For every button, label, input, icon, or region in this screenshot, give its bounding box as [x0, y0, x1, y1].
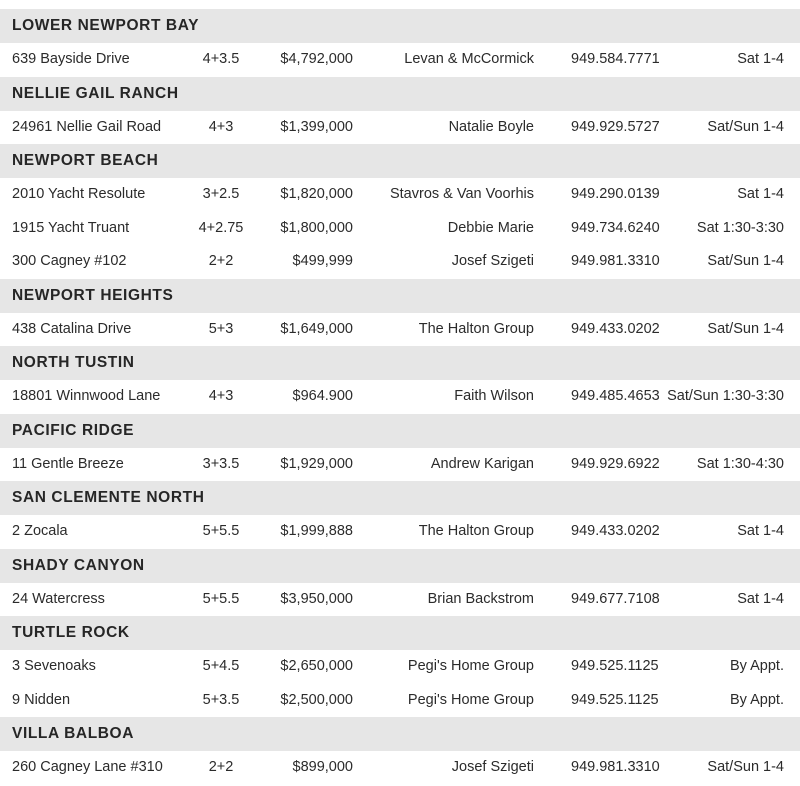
listing-bed-bath: 4+3	[208, 118, 234, 135]
listing-address: 11 Gentle Breeze	[12, 455, 124, 472]
listing-hours: By Appt.	[729, 658, 784, 674]
listing-row	[0, 684, 800, 718]
listing-bed-bath: 3+2.5	[202, 186, 240, 202]
listing-price: $2,650,000	[280, 658, 353, 674]
listing-phone: 949.433.0202	[571, 320, 660, 337]
listing-phone: 949.584.7771	[571, 51, 660, 67]
listing-phone: 949.485.4653	[571, 388, 660, 404]
listing-bed-bath: 5+3.5	[202, 691, 240, 708]
area-heading: SHADY CANYON	[0, 549, 800, 583]
listing-price: $1,649,000	[280, 320, 353, 337]
listing-row	[0, 111, 800, 145]
area-heading: PACIFIC RIDGE	[0, 414, 800, 448]
listing-address: 1915 Yacht Truant	[12, 219, 130, 236]
listing-agent: Josef Szigeti	[451, 253, 534, 269]
area-heading: NEWPORT HEIGHTS	[0, 279, 800, 313]
area-heading: NORTH TUSTIN	[0, 346, 800, 380]
listing-hours: Sat/Sun 1-4	[707, 253, 784, 269]
listing-hours: Sat 1:30-3:30	[696, 219, 784, 236]
listing-agent: Pegi's Home Group	[407, 658, 534, 674]
listing-row	[0, 178, 800, 212]
listing-agent: Natalie Boyle	[448, 118, 534, 135]
listing-price: $499,999	[292, 253, 353, 269]
listing-agent: Josef Szigeti	[451, 759, 534, 775]
listing-agent: Faith Wilson	[454, 388, 534, 404]
listing-bed-bath: 5+3	[208, 320, 234, 337]
listing-address: 9 Nidden	[12, 691, 71, 708]
listing-price: $1,929,000	[280, 455, 353, 472]
listing-row	[0, 515, 800, 549]
area-heading: SAN CLEMENTE NORTH	[0, 481, 800, 515]
listing-agent: Pegi's Home Group	[407, 691, 534, 708]
area-heading: VILLA BALBOA	[0, 717, 800, 751]
listing-phone: 949.929.6922	[571, 455, 660, 472]
listing-agent: Debbie Marie	[447, 219, 534, 236]
listing-hours: Sat/Sun 1:30-3:30	[667, 388, 784, 404]
listing-hours: By Appt.	[729, 691, 784, 708]
listing-phone: 949.981.3310	[571, 759, 660, 775]
listing-hours: Sat 1-4	[737, 186, 784, 202]
listing-phone: 949.981.3310	[571, 253, 660, 269]
listing-price: $964.900	[292, 388, 353, 404]
listing-phone: 949.525.1125	[571, 658, 659, 674]
listing-bed-bath: 5+4.5	[202, 658, 240, 674]
listing-address: 2 Zocala	[12, 523, 68, 539]
listing-row	[0, 212, 800, 246]
listing-row	[0, 313, 800, 347]
listing-bed-bath: 4+3.5	[202, 51, 240, 67]
listing-row	[0, 245, 800, 279]
listing-price: $1,999,888	[280, 523, 353, 539]
listing-address: 24 Watercress	[12, 590, 105, 607]
listing-address: 18801 Winnwood Lane	[12, 388, 161, 404]
listing-hours: Sat/Sun 1-4	[707, 759, 784, 775]
listing-bed-bath: 3+3.5	[202, 455, 240, 472]
listing-price: $1,399,000	[280, 118, 353, 135]
listing-bed-bath: 5+5.5	[202, 523, 240, 539]
listing-address: 3 Sevenoaks	[12, 658, 96, 674]
area-heading: NEWPORT BEACH	[0, 144, 800, 178]
listing-phone: 949.677.7108	[571, 590, 660, 607]
listing-row	[0, 43, 800, 77]
listing-agent: The Halton Group	[418, 523, 534, 539]
listing-bed-bath: 4+2.75	[198, 219, 244, 236]
listing-bed-bath: 4+3	[208, 388, 234, 404]
listing-row	[0, 650, 800, 684]
listing-price: $1,800,000	[280, 219, 353, 236]
listing-hours: Sat 1-4	[737, 590, 784, 607]
listing-phone: 949.525.1125	[571, 691, 659, 708]
listing-row	[0, 583, 800, 617]
listing-bed-bath: 2+2	[208, 253, 234, 269]
area-heading: TURTLE ROCK	[0, 616, 800, 650]
listing-address: 260 Cagney Lane #310	[12, 759, 163, 775]
listing-address: 300 Cagney #102	[12, 253, 127, 269]
listing-agent: Levan & McCormick	[404, 51, 534, 67]
listing-phone: 949.433.0202	[571, 523, 660, 539]
listing-address: 438 Catalina Drive	[12, 320, 132, 337]
listing-agent: The Halton Group	[418, 320, 534, 337]
listing-hours: Sat 1-4	[737, 51, 784, 67]
listing-hours: Sat/Sun 1-4	[707, 118, 784, 135]
listing-price: $4,792,000	[280, 51, 353, 67]
area-heading: NELLIE GAIL RANCH	[0, 77, 800, 111]
listing-bed-bath: 5+5.5	[202, 590, 240, 607]
listing-address: 2010 Yacht Resolute	[12, 186, 146, 202]
listing-agent: Brian Backstrom	[427, 590, 534, 607]
listing-row	[0, 751, 800, 785]
listing-row	[0, 448, 800, 482]
listing-hours: Sat 1-4	[737, 523, 784, 539]
listing-phone: 949.290.0139	[571, 186, 660, 202]
listing-price: $2,500,000	[280, 691, 353, 708]
listing-address: 24961 Nellie Gail Road	[12, 118, 162, 135]
listing-agent: Andrew Karigan	[430, 455, 534, 472]
area-heading: LOWER NEWPORT BAY	[0, 9, 800, 43]
listing-price: $899,000	[292, 759, 353, 775]
open-house-listings	[0, 9, 800, 785]
listing-hours: Sat/Sun 1-4	[707, 320, 784, 337]
listing-hours: Sat 1:30-4:30	[696, 455, 784, 472]
listing-price: $1,820,000	[280, 186, 353, 202]
listing-price: $3,950,000	[280, 590, 353, 607]
listing-address: 639 Bayside Drive	[12, 51, 130, 67]
listing-bed-bath: 2+2	[208, 759, 234, 775]
listing-agent: Stavros & Van Voorhis	[389, 186, 534, 202]
listing-row	[0, 380, 800, 414]
listing-phone: 949.734.6240	[571, 219, 660, 236]
listing-phone: 949.929.5727	[571, 118, 660, 135]
